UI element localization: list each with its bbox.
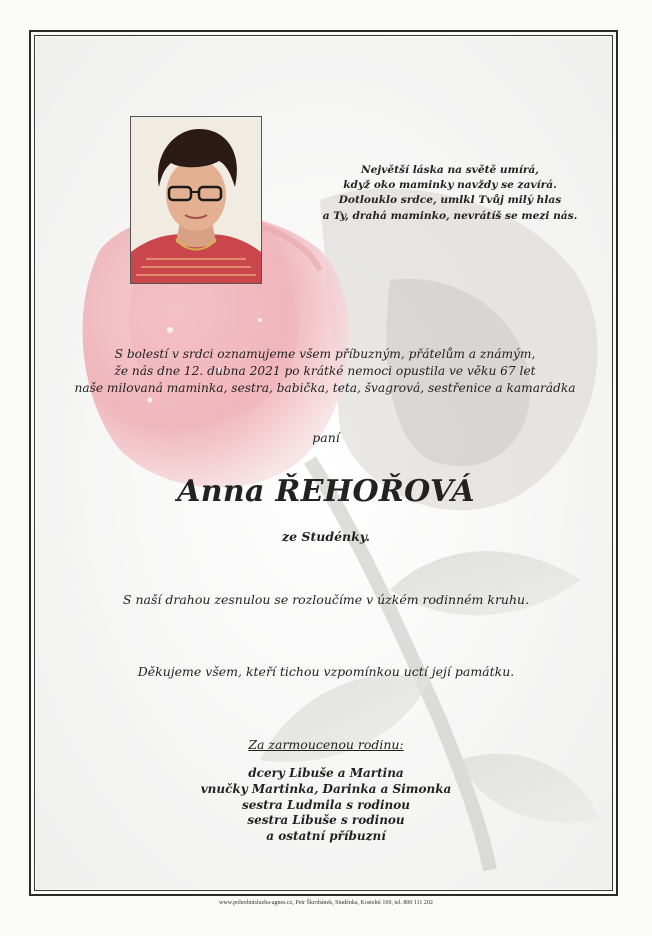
poem-line: a Ty, drahá maminko, nevrátíš se mezi nás. xyxy=(322,209,578,222)
poem-line: Dotlouklo srdce, umlkl Tvůj milý hlas xyxy=(338,194,562,207)
mourners-list xyxy=(0,766,652,845)
mourners-heading: Za zarmoucenou rodinu: xyxy=(248,737,404,752)
announcement-line: naše milovaná maminka, sestra, babička, teta, švagrová, sestřenice a kamarádka xyxy=(74,381,576,395)
deceased-name: Anna ŘEHOŘOVÁ xyxy=(177,474,475,509)
thanks-notice: Děkujeme všem, kteří tichou vzpomínkou uctí její památku. xyxy=(137,664,515,679)
farewell-notice: S naší drahou zesnulou se rozloučíme v úzkém rodinném kruhu. xyxy=(122,592,530,607)
deceased-origin: ze Studénky. xyxy=(282,529,370,544)
death-announcement xyxy=(60,346,590,397)
funeral-service-footer: www.pohrebnisluzba-agnes.cz, Petr Škrobánek, Studénka, Kostelní 169, tel. 800 111 202 xyxy=(219,900,433,906)
memorial-poem xyxy=(300,163,600,224)
mourner-line: a ostatní příbuzní xyxy=(266,829,386,844)
mourner-line: sestra Libuše s rodinou xyxy=(247,813,405,828)
announcement-line: že nás dne 12. dubna 2021 po krátké nemoci opustila ve věku 67 let xyxy=(114,364,536,378)
poem-line: když oko maminky navždy se zavírá. xyxy=(343,179,557,192)
portrait-photo xyxy=(130,116,262,284)
announcement-line: S bolestí v srdci oznamujeme všem příbuzným, přátelům a známým, xyxy=(114,347,536,361)
poem-line: Největší láska na světě umírá, xyxy=(361,164,539,176)
mourner-line: vnučky Martinka, Darinka a Simonka xyxy=(200,781,452,796)
mourner-line: sestra Ludmila s rodinou xyxy=(242,797,410,812)
salutation: paní xyxy=(312,430,340,445)
mourner-line: dcery Libuše a Martina xyxy=(248,766,404,780)
